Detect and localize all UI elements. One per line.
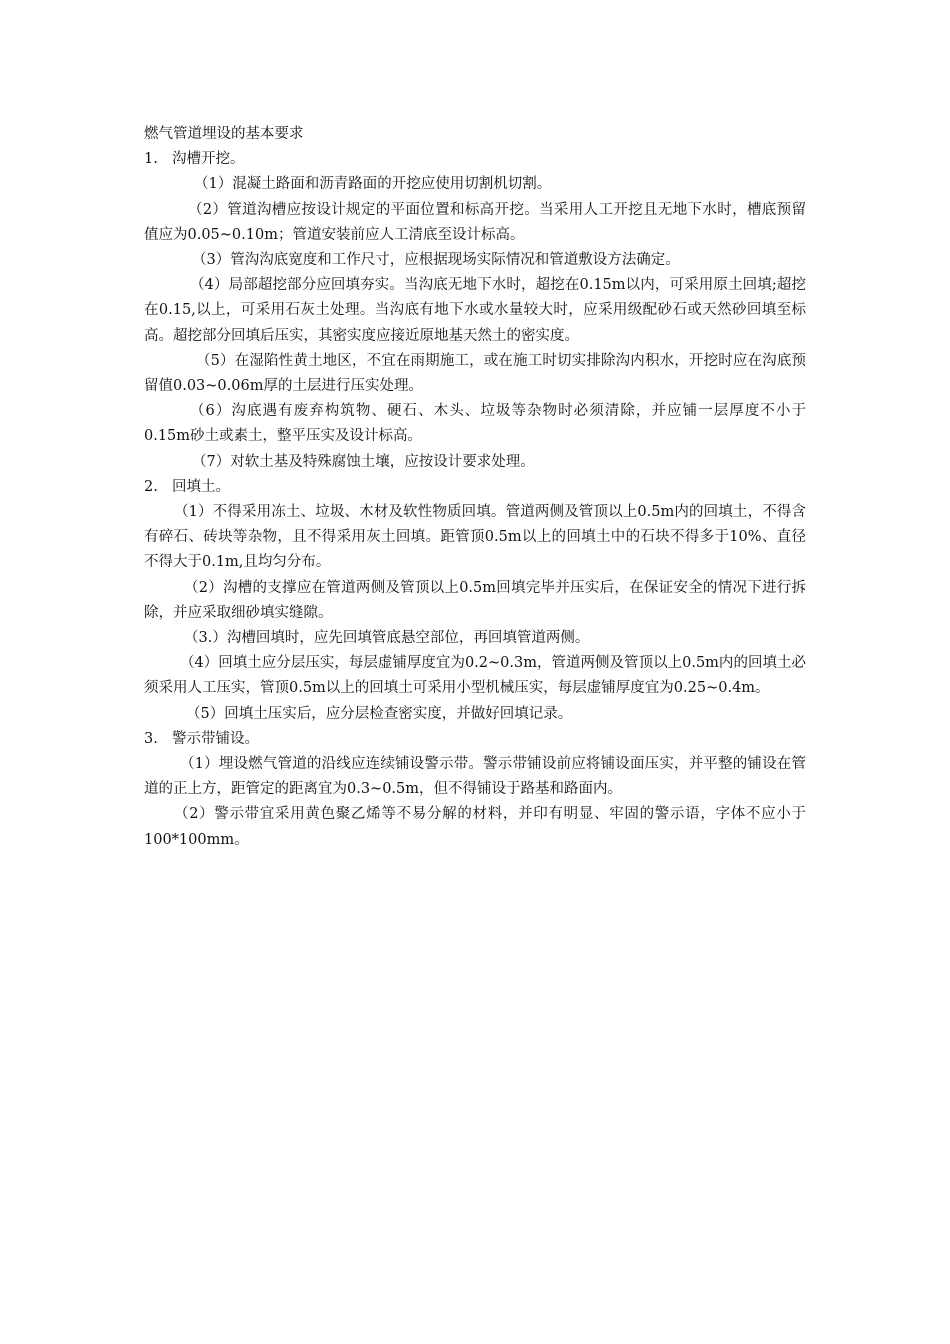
paragraph: （5）在湿陷性黄土地区，不宜在雨期施工，或在施工时切实排除沟内积水，开挖时应在沟底预留值0.03~0.06m厚的土层进行压实处理。 — [144, 352, 806, 395]
paragraph: （1）不得采用冻土、垃圾、木材及软性物质回填。管道两侧及管顶以上0.5m内的回填土，不得含有碎石、砖块等杂物，且不得采用灰土回填。距管顶0.5m以上的回填土中的石块不得多于10%、直径不得大于0.1m,且均匀分布。 — [144, 504, 806, 571]
document-title: 燃气管道埋设的基本要求 — [144, 126, 304, 142]
section-number: 1. — [144, 151, 158, 168]
paragraph: （2）警示带宜采用黄色聚乙烯等不易分解的材料，并印有明显、牢固的警示语，字体不应小于100*100mm。 — [144, 806, 806, 848]
section-heading-3 — [144, 727, 806, 752]
paragraph: （5）回填土压实后，应分层检查密实度，并做好回填记录。 — [186, 705, 573, 722]
paragraph: （6）沟底遇有废弃构筑物、硬石、木头、垃圾等杂物时必须清除，并应铺一层厚度不小于0.15m砂土或素土，整平压实及设计标高。 — [144, 403, 806, 445]
section-heading-1 — [144, 147, 806, 172]
section-heading-2 — [144, 475, 806, 500]
paragraph: （1）混凝土路面和沥青路面的开挖应使用切割机切割。 — [194, 176, 552, 193]
section-heading-text: 沟槽开挖。 — [172, 151, 245, 168]
paragraph: （7）对软土基及特殊腐蚀土壤，应按设计要求处理。 — [192, 453, 535, 470]
paragraph: （3.）沟槽回填时，应先回填管底悬空部位，再回填管道两侧。 — [184, 630, 590, 647]
section-number: 3. — [144, 730, 158, 747]
section-number: 2. — [144, 478, 158, 495]
section-heading-text: 警示带铺设。 — [172, 730, 259, 747]
paragraph: （4）局部超挖部分应回填夯实。当沟底无地下水时，超挖在0.15m以内，可采用原土回填;超挖在0.15,以上，可采用石灰土处理。当沟底有地下水或水量较大时，应采用级配砂石或天然砂回填至标高。超挖部分回填后压实，其密实度应接近原地基天然土的密实度。 — [144, 277, 806, 344]
paragraph: （4）回填土应分层压实，每层虚铺厚度宜为0.2~0.3m，管道两侧及管顶以上0.5m内的回填土必须采用人工压实，管顶0.5m以上的回填土可采用小型机械压实，每层虚铺厚度宜为0.25~0.4m。 — [144, 655, 806, 697]
document-body — [144, 122, 806, 853]
paragraph: （3）管沟沟底宽度和工作尺寸，应根据现场实际情况和管道敷设方法确定。 — [192, 252, 680, 269]
paragraph: （2）管道沟槽应按设计规定的平面位置和标高开挖。当采用人工开挖且无地下水时，槽底预留值应为0.05~0.10m；管道安装前应人工清底至设计标高。 — [144, 201, 806, 243]
paragraph: （2）沟槽的支撑应在管道两侧及管顶以上0.5m回填完毕并压实后，在保证安全的情况下进行拆除，并应采取细砂填实缝隙。 — [144, 579, 806, 621]
paragraph: （1）埋设燃气管道的沿线应连续铺设警示带。警示带铺设前应将铺设面压实，并平整的铺设在管道的正上方，距管定的距离宜为0.3~0.5m，但不得铺设于路基和路面内。 — [144, 756, 806, 798]
section-heading-text: 回填土。 — [172, 478, 230, 495]
